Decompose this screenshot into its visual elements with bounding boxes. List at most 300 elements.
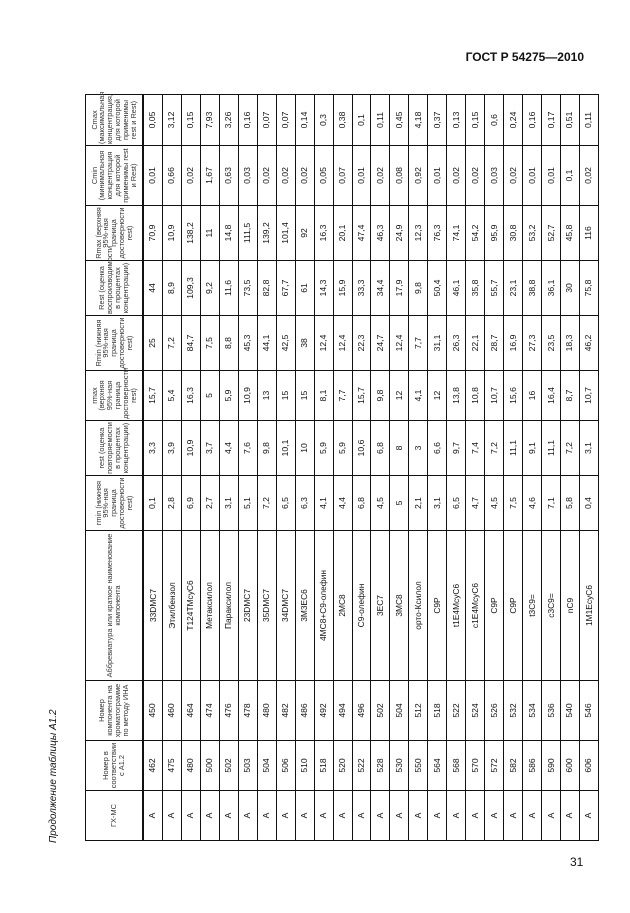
table-cell: c1E4McyC6: [466, 531, 485, 681]
table-cell: Этилбензол: [162, 531, 181, 681]
table-cell: 31,1: [428, 316, 447, 371]
table-cell: А: [219, 791, 238, 841]
table-cell: 15,9: [333, 261, 352, 316]
table-cell: 0,11: [579, 95, 598, 146]
table-cell: 52,7: [542, 206, 561, 261]
table-cell: 3MC8: [390, 531, 409, 681]
table-cell: 7,7: [409, 316, 428, 371]
table-cell: 524: [466, 681, 485, 741]
table-cell: 14,8: [219, 206, 238, 261]
table-cell: 5,4: [162, 371, 181, 421]
table-cell: 492: [314, 681, 333, 741]
table-cell: t3C9=: [523, 531, 542, 681]
table-cell: 502: [371, 681, 390, 741]
table-cell: 0,03: [485, 146, 504, 206]
table-cell: 476: [219, 681, 238, 741]
column-header: rest (оценка повторяемости в процентах концентрации): [86, 421, 144, 476]
table-cell: 101,4: [276, 206, 295, 261]
table-cell: 34,4: [371, 261, 390, 316]
table-cell: 0,02: [504, 146, 523, 206]
table-cell: 0,92: [409, 146, 428, 206]
table-cell: 0,01: [352, 146, 371, 206]
table-cell: 0,02: [181, 146, 200, 206]
table-cell: А: [390, 791, 409, 841]
table-cell: 23DMC7: [238, 531, 257, 681]
table-cell: 520: [333, 741, 352, 791]
table-cell: 24,7: [371, 316, 390, 371]
table-cell: 504: [257, 741, 276, 791]
table-cell: 10,9: [181, 421, 200, 476]
table-cell: 5,1: [238, 476, 257, 531]
table-cell: Параксилол: [219, 531, 238, 681]
table-cell: 9,7: [447, 421, 466, 476]
column-header: rmax (верхняя 95%-ная граница достоверности rest): [86, 371, 144, 421]
table-cell: 7,7: [333, 371, 352, 421]
table-cell: 2,8: [162, 476, 181, 531]
table-cell: 0,02: [466, 146, 485, 206]
table-cell: 46,2: [579, 316, 598, 371]
table-cell: 6,8: [352, 476, 371, 531]
table-cell: 8,7: [560, 371, 579, 421]
table-cell: А: [409, 791, 428, 841]
table-row: [579, 95, 598, 841]
table-row: [200, 95, 219, 841]
table-cell: 0,66: [162, 146, 181, 206]
table-cell: 11,1: [504, 421, 523, 476]
table-cell: 536: [542, 681, 561, 741]
table-cell: А: [238, 791, 257, 841]
table-cell: 572: [485, 741, 504, 791]
table-cell: 7,2: [257, 476, 276, 531]
table-cell: 450: [143, 681, 162, 741]
table-cell: 47,4: [352, 206, 371, 261]
table-cell: 564: [428, 741, 447, 791]
table-cell: 496: [352, 681, 371, 741]
table-cell: А: [352, 791, 371, 841]
table-cell: 7,6: [238, 421, 257, 476]
table-cell: А: [428, 791, 447, 841]
table-cell: 0,01: [428, 146, 447, 206]
table-cell: 10,9: [238, 371, 257, 421]
table-cell: 0,02: [276, 146, 295, 206]
table-cell: 0,08: [390, 146, 409, 206]
table-cell: 67,7: [276, 261, 295, 316]
table-cell: 20,1: [333, 206, 352, 261]
table-cell: 0,02: [579, 146, 598, 206]
table-cell: 5,9: [314, 421, 333, 476]
table-cell: 504: [390, 681, 409, 741]
table-cell: 16: [523, 371, 542, 421]
column-header: Номер в соответствии с А1.2: [86, 741, 144, 791]
table-cell: 590: [542, 741, 561, 791]
table-cell: 7,5: [504, 476, 523, 531]
table-cell: 45,8: [560, 206, 579, 261]
table-cell: 4,5: [485, 476, 504, 531]
table-cell: 4MC8+C9-олефин: [314, 531, 333, 681]
table-cell: 568: [447, 741, 466, 791]
table-cell: 73,5: [238, 261, 257, 316]
table-cell: 5,8: [560, 476, 579, 531]
table-cell: 4,18: [409, 95, 428, 146]
table-cell: 3,1: [579, 421, 598, 476]
table-cell: А: [371, 791, 390, 841]
table-cell: 95,9: [485, 206, 504, 261]
table-cell: А: [276, 791, 295, 841]
table-cell: 76,3: [428, 206, 447, 261]
table-cell: 3,12: [162, 95, 181, 146]
table-cell: 44,1: [257, 316, 276, 371]
table-cell: 9,8: [257, 421, 276, 476]
table-cell: 46,1: [447, 261, 466, 316]
table-cell: А: [560, 791, 579, 841]
table-cell: А: [162, 791, 181, 841]
column-header: Rmax (верхняя 95%-ная граница достоверности rest): [86, 206, 144, 261]
table-row: [219, 95, 238, 841]
table-cell: T124TMcyC6: [181, 531, 200, 681]
table-cell: 8,9: [162, 261, 181, 316]
table-cell: 35DMC7: [257, 531, 276, 681]
table-cell: 9,1: [523, 421, 542, 476]
table-row: [428, 95, 447, 841]
table-cell: 10,6: [352, 421, 371, 476]
table-cell: 0,02: [371, 146, 390, 206]
table-cell: 11: [200, 206, 219, 261]
rotated-table-container: [85, 91, 599, 841]
table-cell: 36,1: [542, 261, 561, 316]
data-table: [85, 91, 599, 841]
table-row: [560, 95, 579, 841]
table-cell: 7,2: [485, 421, 504, 476]
table-cell: 526: [485, 681, 504, 741]
table-cell: 12,4: [333, 316, 352, 371]
table-cell: 474: [200, 681, 219, 741]
document-header: ГОСТ Р 54275—2010: [465, 50, 584, 64]
table-row: [371, 95, 390, 841]
table-cell: 16,3: [314, 206, 333, 261]
table-cell: 0,07: [333, 146, 352, 206]
table-cell: 0,02: [447, 146, 466, 206]
table-cell: 534: [523, 681, 542, 741]
table-cell: 0,05: [314, 146, 333, 206]
table-cell: 3,7: [200, 421, 219, 476]
table-cell: 6,5: [276, 476, 295, 531]
table-cell: 480: [181, 741, 200, 791]
table-cell: 0,6: [485, 95, 504, 146]
table-cell: 522: [447, 681, 466, 741]
column-header: Rmin (нижняя 95%-ная граница достоверности rest): [86, 316, 144, 371]
table-cell: C9P: [485, 531, 504, 681]
table-cell: 12,4: [390, 316, 409, 371]
table-cell: 0,51: [560, 95, 579, 146]
table-cell: 7,5: [200, 316, 219, 371]
table-cell: 10,1: [276, 421, 295, 476]
table-cell: 606: [579, 741, 598, 791]
table-cell: 0,01: [143, 146, 162, 206]
column-header: Cmax (максимальная концентрация, для которой применимы rest и Rest): [86, 95, 144, 146]
table-cell: 550: [409, 741, 428, 791]
table-cell: 4,1: [409, 371, 428, 421]
table-cell: 478: [238, 681, 257, 741]
table-cell: 0,1: [143, 476, 162, 531]
table-cell: А: [333, 791, 352, 841]
table-cell: 0,11: [371, 95, 390, 146]
table-cell: 4,4: [333, 476, 352, 531]
table-cell: 35,8: [466, 261, 485, 316]
table-cell: 0,45: [390, 95, 409, 146]
table-cell: 82,8: [257, 261, 276, 316]
table-cell: 5,9: [219, 371, 238, 421]
table-cell: А: [523, 791, 542, 841]
table-cell: 12: [428, 371, 447, 421]
table-cell: 0,02: [257, 146, 276, 206]
table-cell: 512: [409, 681, 428, 741]
table-cell: А: [143, 791, 162, 841]
table-cell: 518: [314, 741, 333, 791]
table-cell: 510: [295, 741, 314, 791]
table-cell: 4,6: [523, 476, 542, 531]
table-cell: 12,4: [314, 316, 333, 371]
table-cell: 460: [162, 681, 181, 741]
table-cell: 33DMC7: [143, 531, 162, 681]
table-cell: 0,07: [276, 95, 295, 146]
table-cell: 600: [560, 741, 579, 791]
table-cell: C9P: [428, 531, 447, 681]
table-cell: 0,1: [352, 95, 371, 146]
table-cell: 61: [295, 261, 314, 316]
table-cell: 4,5: [371, 476, 390, 531]
table-cell: nC9: [560, 531, 579, 681]
table-cell: 27,3: [523, 316, 542, 371]
table-cell: 17,9: [390, 261, 409, 316]
column-header: rmin (нижняя 95%-ная граница достоверности rest): [86, 476, 144, 531]
table-cell: 23,5: [542, 316, 561, 371]
table-cell: 15,7: [143, 371, 162, 421]
table-cell: C9P: [504, 531, 523, 681]
table-cell: 28,7: [485, 316, 504, 371]
table-cell: 12,3: [409, 206, 428, 261]
table-cell: 46,3: [371, 206, 390, 261]
table-cell: А: [181, 791, 200, 841]
table-cell: C9-олефин: [352, 531, 371, 681]
table-cell: 8: [390, 421, 409, 476]
table-cell: 7,2: [560, 421, 579, 476]
table-cell: 38,8: [523, 261, 542, 316]
table-cell: 2,7: [200, 476, 219, 531]
table-cell: 0,01: [542, 146, 561, 206]
table-row: [143, 95, 162, 841]
table-cell: 84,7: [181, 316, 200, 371]
table-cell: А: [314, 791, 333, 841]
table-cell: 92: [295, 206, 314, 261]
table-cell: 480: [257, 681, 276, 741]
table-cell: 6,3: [295, 476, 314, 531]
column-header: Номер компонента на хроматограмме по методу ИНА: [86, 681, 144, 741]
table-cell: 54,2: [466, 206, 485, 261]
table-cell: А: [200, 791, 219, 841]
table-cell: 5: [390, 476, 409, 531]
table-row: [485, 95, 504, 841]
table-cell: 10,7: [485, 371, 504, 421]
table-cell: 3M3EC6: [295, 531, 314, 681]
table-cell: 475: [162, 741, 181, 791]
table-cell: 530: [390, 741, 409, 791]
column-header: Cmin (минимальная концентрация для которой применимы rest и Rest): [86, 146, 144, 206]
table-cell: 462: [143, 741, 162, 791]
table-cell: 0,15: [466, 95, 485, 146]
table-row: [504, 95, 523, 841]
table-cell: 1M1EcyC6: [579, 531, 598, 681]
table-cell: 0,1: [560, 146, 579, 206]
table-cell: 0,3: [314, 95, 333, 146]
table-cell: 500: [200, 741, 219, 791]
table-cell: 6,8: [371, 421, 390, 476]
table-row: [314, 95, 333, 841]
table-cell: 0,07: [257, 95, 276, 146]
table-cell: 12: [390, 371, 409, 421]
table-cell: 111,5: [238, 206, 257, 261]
table-cell: 11,1: [542, 421, 561, 476]
table-cell: 0,15: [181, 95, 200, 146]
table-cell: 6,6: [428, 421, 447, 476]
table-cell: 582: [504, 741, 523, 791]
table-cell: 10,8: [466, 371, 485, 421]
table-cell: 53,2: [523, 206, 542, 261]
table-cell: 0,03: [238, 146, 257, 206]
table-cell: 518: [428, 681, 447, 741]
table-cell: 0,05: [143, 95, 162, 146]
table-cell: 138,2: [181, 206, 200, 261]
table-cell: 34DMC7: [276, 531, 295, 681]
table-cell: 0,17: [542, 95, 561, 146]
table-cell: 18,3: [560, 316, 579, 371]
page-number: 31: [570, 855, 584, 869]
table-cell: 30,8: [504, 206, 523, 261]
table-cell: 7,2: [162, 316, 181, 371]
table-cell: 494: [333, 681, 352, 741]
table-cell: 0,16: [238, 95, 257, 146]
table-cell: 50,4: [428, 261, 447, 316]
table-row: [542, 95, 561, 841]
table-cell: А: [257, 791, 276, 841]
table-cell: А: [504, 791, 523, 841]
table-cell: 11,6: [219, 261, 238, 316]
table-cell: 8,1: [314, 371, 333, 421]
table-cell: 486: [295, 681, 314, 741]
table-cell: 13: [257, 371, 276, 421]
table-cell: 586: [523, 741, 542, 791]
table-cell: 74,1: [447, 206, 466, 261]
table-cell: 75,8: [579, 261, 598, 316]
table-row: [390, 95, 409, 841]
table-cell: 522: [352, 741, 371, 791]
table-cell: 2MC8: [333, 531, 352, 681]
table-cell: 0,01: [523, 146, 542, 206]
table-cell: 13,8: [447, 371, 466, 421]
table-cell: 1,67: [200, 146, 219, 206]
table-cell: c3C9=: [542, 531, 561, 681]
table-row: [238, 95, 257, 841]
table-cell: 3,1: [219, 476, 238, 531]
table-cell: 502: [219, 741, 238, 791]
table-header-row: [86, 95, 144, 841]
table-cell: 15: [276, 371, 295, 421]
table-cell: 0,02: [295, 146, 314, 206]
table-cell: 139,2: [257, 206, 276, 261]
table-caption: Продолжение таблицы А1.2: [48, 709, 59, 843]
table-row: [295, 95, 314, 841]
table-cell: 2,1: [409, 476, 428, 531]
table-cell: t1E4McyC6: [447, 531, 466, 681]
table-cell: 25: [143, 316, 162, 371]
table-cell: А: [485, 791, 504, 841]
table-cell: 15,7: [352, 371, 371, 421]
table-cell: 44: [143, 261, 162, 316]
table-row: [257, 95, 276, 841]
table-cell: 33,3: [352, 261, 371, 316]
table-cell: 3: [409, 421, 428, 476]
table-cell: 15,6: [504, 371, 523, 421]
table-cell: 503: [238, 741, 257, 791]
table-cell: 4,1: [314, 476, 333, 531]
table-cell: 7,1: [542, 476, 561, 531]
table-row: [276, 95, 295, 841]
table-cell: Метаксилол: [200, 531, 219, 681]
table-cell: 10: [295, 421, 314, 476]
table-row: [181, 95, 200, 841]
table-cell: 9,8: [371, 371, 390, 421]
table-cell: 506: [276, 741, 295, 791]
table-cell: 8,8: [219, 316, 238, 371]
table-cell: 3,9: [162, 421, 181, 476]
table-cell: 10,9: [162, 206, 181, 261]
table-cell: 109,3: [181, 261, 200, 316]
table-cell: 7,4: [466, 421, 485, 476]
table-row: [333, 95, 352, 841]
table-row: [447, 95, 466, 841]
table-cell: 16,3: [181, 371, 200, 421]
table-cell: 4,7: [466, 476, 485, 531]
table-cell: 26,3: [447, 316, 466, 371]
table-cell: 5: [200, 371, 219, 421]
table-cell: 6,9: [181, 476, 200, 531]
table-cell: 3,3: [143, 421, 162, 476]
table-cell: 38: [295, 316, 314, 371]
table-cell: 14,3: [314, 261, 333, 316]
table-cell: 464: [181, 681, 200, 741]
table-cell: 10,7: [579, 371, 598, 421]
table-cell: 16,9: [504, 316, 523, 371]
table-cell: 6,5: [447, 476, 466, 531]
table-cell: А: [466, 791, 485, 841]
table-cell: 0,13: [447, 95, 466, 146]
table-cell: 5,9: [333, 421, 352, 476]
column-header: ГХ-МС: [86, 791, 144, 841]
table-cell: 70,9: [143, 206, 162, 261]
table-cell: 3EC7: [371, 531, 390, 681]
table-cell: 9,2: [200, 261, 219, 316]
table-row: [523, 95, 542, 841]
table-cell: 3,1: [428, 476, 447, 531]
table-cell: 528: [371, 741, 390, 791]
table-cell: 0,14: [295, 95, 314, 146]
table-cell: 546: [579, 681, 598, 741]
table-row: [409, 95, 428, 841]
table-cell: 45,3: [238, 316, 257, 371]
table-cell: 0,38: [333, 95, 352, 146]
table-cell: 7,93: [200, 95, 219, 146]
table-cell: 0,24: [504, 95, 523, 146]
table-cell: 24,9: [390, 206, 409, 261]
